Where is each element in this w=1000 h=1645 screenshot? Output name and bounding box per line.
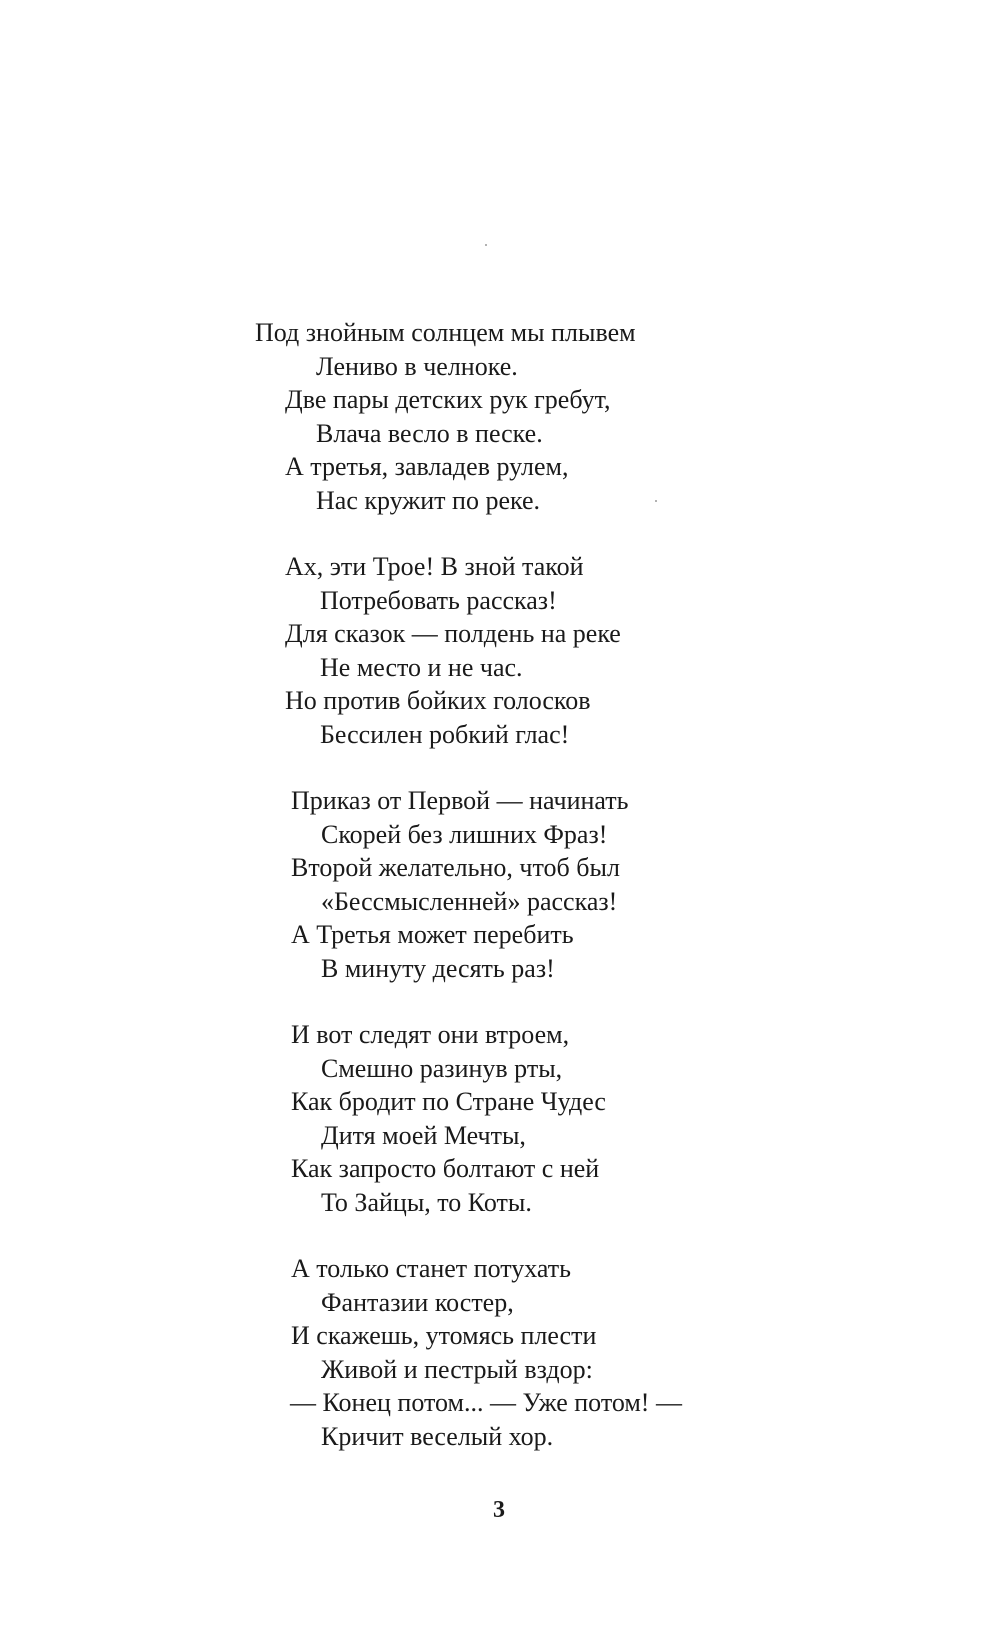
poem-line: Под знойным солнцем мы плывем bbox=[255, 318, 636, 347]
poem-line: Как запросто болтают с ней bbox=[291, 1154, 600, 1183]
poem-line: Влача весло в песке. bbox=[316, 418, 543, 448]
poem-line: Нас кружит по реке. bbox=[316, 485, 541, 515]
stanza-4 bbox=[0, 1018, 1000, 1219]
poem-line: Приказ от Первой — начинать bbox=[291, 786, 629, 815]
poem-line: То Зайцы, то Коты. bbox=[321, 1187, 532, 1217]
poem-line: Смешно разинув рты, bbox=[321, 1053, 563, 1083]
poem-line: Лениво в челноке. bbox=[316, 351, 518, 381]
poem-line: Второй желательно, чтоб был bbox=[291, 853, 620, 882]
poem-line: — Конец потом... — Уже потом! — bbox=[290, 1388, 682, 1417]
page-number-text: 3 bbox=[493, 1497, 505, 1523]
poem-line: И скажешь, утомясь плести bbox=[291, 1321, 597, 1350]
poem-line: Как бродит по Стране Чудес bbox=[291, 1087, 606, 1116]
poem-line: Две пары детских рук гребут, bbox=[285, 385, 611, 414]
poem-line: А третья, завладев рулем, bbox=[285, 452, 569, 481]
poem bbox=[0, 316, 1000, 1486]
poem-line: Живой и пестрый вздор: bbox=[321, 1354, 593, 1384]
poem-line: Дитя моей Мечты, bbox=[321, 1120, 526, 1150]
poem-line: В минуту десять раз! bbox=[321, 953, 555, 983]
stanza-1 bbox=[0, 316, 1000, 517]
poem-line: Не место и не час. bbox=[320, 652, 523, 682]
stanza-5 bbox=[0, 1252, 1000, 1453]
poem-line: Потребовать рассказ! bbox=[320, 585, 557, 615]
poem-line: Ах, эти Трое! В зной такой bbox=[285, 552, 584, 581]
stanza-2 bbox=[0, 550, 1000, 751]
poem-line: Скорей без лишних Фраз! bbox=[321, 819, 608, 849]
paper-speck bbox=[485, 244, 487, 246]
poem-line: Для сказок — полдень на реке bbox=[285, 619, 621, 648]
poem-line: Кричит веселый хор. bbox=[321, 1421, 554, 1451]
poem-line: А только станет потухать bbox=[291, 1254, 572, 1283]
poem-line: «Бессмысленней» рассказ! bbox=[321, 886, 618, 916]
poem-line: А Третья может перебить bbox=[291, 920, 574, 949]
poem-line: Бессилен робкий глас! bbox=[320, 719, 570, 749]
poem-line: Фантазии костер, bbox=[321, 1287, 514, 1317]
page-number bbox=[0, 1497, 1000, 1524]
stanza-3 bbox=[0, 784, 1000, 985]
poem-line: И вот следят они втроем, bbox=[291, 1020, 570, 1049]
poem-line: Но против бойких голосков bbox=[285, 686, 591, 715]
